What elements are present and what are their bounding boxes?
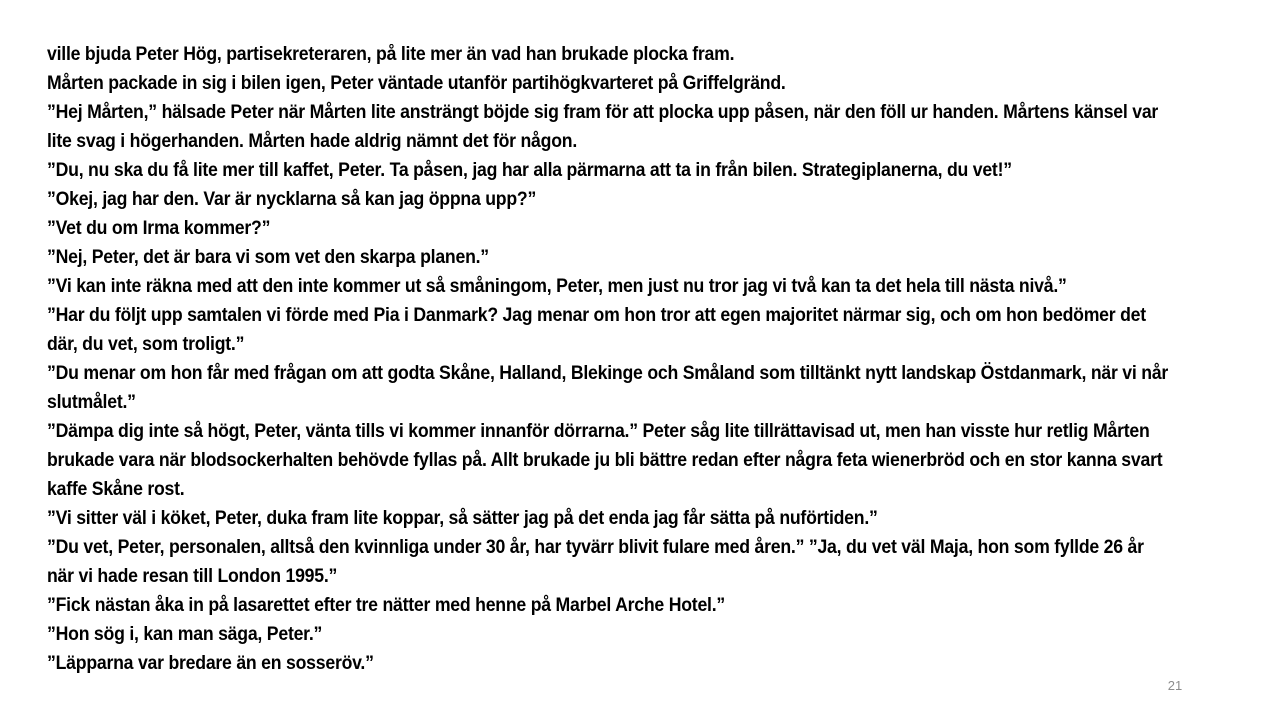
paragraph: ”Du vet, Peter, personalen, alltså den kvinnliga under 30 år, har tyvärr blivit fulare med åren.” ”Ja, du vet väl Maja, hon som fyllde 26 år när vi hade resan till London 1995.”: [47, 537, 1144, 587]
paragraph: ”Vet du om Irma kommer?”: [47, 218, 271, 239]
slide-number: 21: [1167, 678, 1183, 693]
paragraph: ”Nej, Peter, det är bara vi som vet den skarpa planen.”: [47, 247, 489, 268]
paragraph: ”Vi kan inte räkna med att den inte kommer ut så småningom, Peter, men just nu tror jag vi två kan ta det hela till nästa nivå.”: [47, 276, 1067, 297]
paragraph: ”Läpparna var bredare än en sosseröv.”: [47, 653, 374, 674]
paragraph: ville bjuda Peter Hög, partisekreteraren, på lite mer än vad han brukade plocka fram.: [47, 44, 735, 65]
paragraph: ”Du menar om hon får med frågan om att godta Skåne, Halland, Blekinge och Småland som tilltänkt nytt landskap Östdanmark, när vi når slutmålet.”: [47, 363, 1169, 413]
slide-body-text: [47, 40, 1172, 678]
paragraph: ”Hon sög i, kan man säga, Peter.”: [47, 624, 323, 645]
paragraph: ”Har du följt upp samtalen vi förde med Pia i Danmark? Jag menar om hon tror att egen majoritet närmar sig, och om hon bedömer det där, du vet, som troligt.”: [47, 305, 1146, 355]
paragraph: ”Du, nu ska du få lite mer till kaffet, Peter. Ta påsen, jag har alla pärmarna att ta in från bilen. Strategiplanerna, du vet!”: [47, 160, 1012, 181]
paragraph: Mårten packade in sig i bilen igen, Peter väntade utanför partihögkvarteret på Griffelgränd.: [47, 73, 786, 94]
paragraph: ”Hej Mårten,” hälsade Peter när Mårten lite ansträngt böjde sig fram för att plocka upp påsen, när den föll ur handen. Mårtens känsel var lite svag i högerhanden. Mårten hade aldrig nämnt det för någon.: [47, 102, 1159, 152]
paragraph: ”Vi sitter väl i köket, Peter, duka fram lite koppar, så sätter jag på det enda jag får sätta på nuförtiden.”: [47, 508, 878, 529]
paragraph: ”Dämpa dig inte så högt, Peter, vänta tills vi kommer innanför dörrarna.” Peter såg lite tillrättavisad ut, men han visste hur retlig Mårten brukade vara när blodsockerhalten behövde fyllas på. Allt brukade ju bli bättre redan efter några feta wienerbröd och en stor kanna svart kaffe Skåne rost.: [47, 421, 1163, 500]
paragraph: ”Okej, jag har den. Var är nycklarna så kan jag öppna upp?”: [47, 189, 537, 210]
paragraph: ”Fick nästan åka in på lasarettet efter tre nätter med henne på Marbel Arche Hotel.”: [47, 595, 725, 616]
